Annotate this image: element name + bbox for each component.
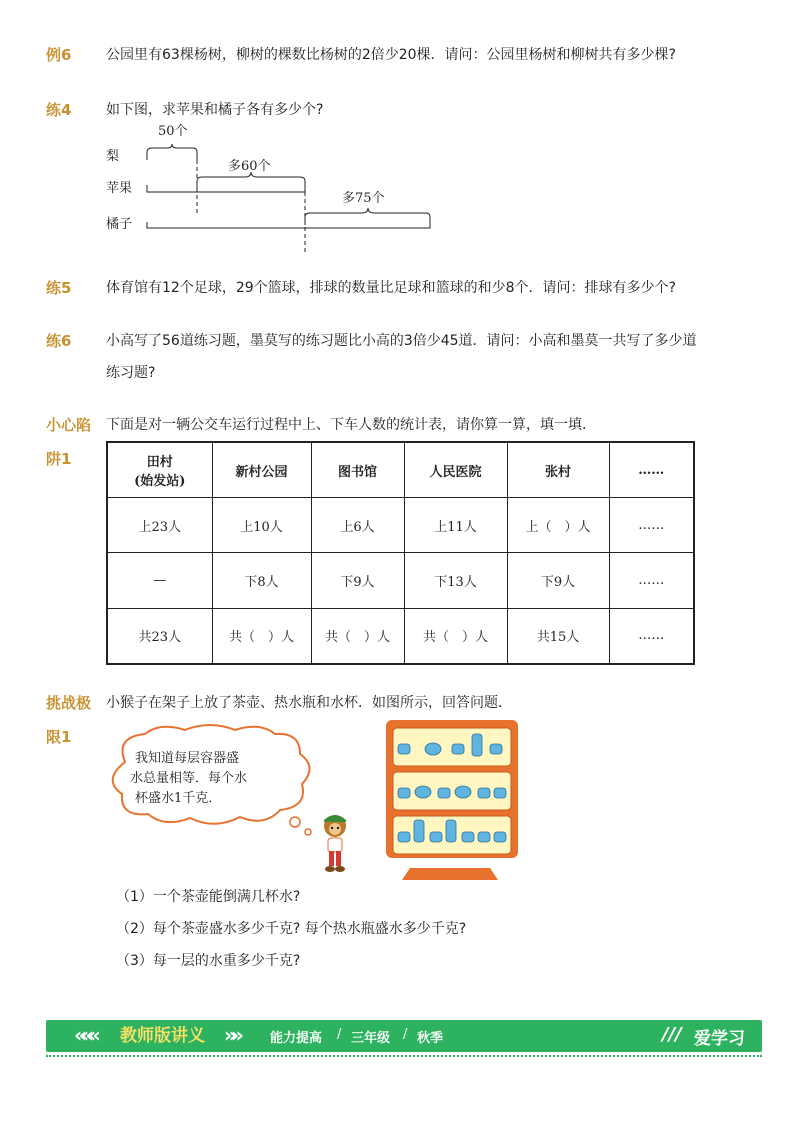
bubble-line-2: 水总量相等．每个水 bbox=[130, 771, 248, 786]
chevron-right-icon: »» bbox=[224, 1023, 238, 1047]
table-cell: …… bbox=[609, 553, 694, 608]
table-cell: …… bbox=[609, 608, 694, 664]
trap-label-line1: 小心陷 bbox=[46, 416, 92, 434]
table-cell: 下13人 bbox=[404, 553, 507, 608]
orange-brace bbox=[305, 208, 430, 225]
trap-label-line2: 阱1 bbox=[46, 450, 72, 468]
table-cell-blank[interactable]: 共（ ）人 bbox=[404, 608, 507, 664]
orange-line bbox=[147, 222, 430, 228]
brace-label-75: 多75个 bbox=[342, 191, 385, 206]
example-text: 公园里有63棵杨树，柳树的棵数比杨树的2倍少20棵．请问：公园里杨树和柳树共有多少棵? bbox=[106, 47, 676, 63]
table-cell: 上23人 bbox=[107, 498, 212, 553]
diagram-label-apple: 苹果 bbox=[106, 181, 133, 196]
footer-course: 能力提高 bbox=[270, 1031, 323, 1046]
footer-season: 秋季 bbox=[417, 1031, 444, 1046]
diagram-label-orange: 橘子 bbox=[106, 217, 133, 232]
monkey-illustration bbox=[315, 812, 355, 877]
line-segment-diagram bbox=[100, 115, 450, 260]
shelf-illustration bbox=[380, 718, 520, 888]
footer-separator: / bbox=[337, 1027, 342, 1042]
bubble-line-1: 我知道每层容器盛 bbox=[135, 751, 240, 766]
challenge-text: 小猴子在架子上放了茶壶、热水瓶和水杯．如图所示，回答问题． bbox=[106, 695, 512, 711]
exercise6-line1: 小高写了56道练习题，墨莫写的练习题比小高的3倍少45道．请问：小高和墨莫一共写了多少道 bbox=[106, 333, 697, 349]
table-cell: 上10人 bbox=[212, 498, 311, 553]
table-row bbox=[107, 608, 694, 664]
table-cell: 共15人 bbox=[507, 608, 609, 664]
table-cell-header: 新村公园 bbox=[212, 442, 311, 498]
table-cell: 下8人 bbox=[212, 553, 311, 608]
exercise4-label: 练4 bbox=[46, 101, 72, 119]
footer-bar bbox=[46, 1020, 762, 1052]
apple-brace bbox=[197, 172, 305, 188]
table-cell-header: 张村 bbox=[507, 442, 609, 498]
table-cell-header: 图书馆 bbox=[311, 442, 404, 498]
footer-dotted-line bbox=[46, 1055, 762, 1057]
table-cell: 下9人 bbox=[311, 553, 404, 608]
exercise6-line2: 练习题? bbox=[106, 365, 156, 381]
diagram-label-pear: 梨 bbox=[106, 149, 120, 164]
table-cell: — bbox=[107, 553, 212, 608]
table-cell: 上11人 bbox=[404, 498, 507, 553]
table-cell-header: 人民医院 bbox=[404, 442, 507, 498]
table-cell-blank[interactable]: 上（ ）人 bbox=[507, 498, 609, 553]
question-2: （2）每个茶壶盛水多少千克? 每个热水瓶盛水多少千克? bbox=[116, 921, 467, 937]
chevron-left-icon: ««« bbox=[74, 1023, 95, 1047]
table-cell: 共23人 bbox=[107, 608, 212, 664]
brace-label-60: 多60个 bbox=[228, 159, 271, 174]
table-cell-blank[interactable]: 共（ ）人 bbox=[212, 608, 311, 664]
apple-line bbox=[147, 185, 305, 192]
pear-brace bbox=[147, 144, 197, 160]
table-row bbox=[107, 553, 694, 608]
challenge-label-line1: 挑战极 bbox=[46, 694, 92, 712]
trap-text: 下面是对一辆公交车运行过程中上、下车人数的统计表，请你算一算，填一填． bbox=[106, 417, 596, 433]
example-label: 例6 bbox=[46, 46, 72, 64]
exercise4-text: 如下图，求苹果和橘子各有多少个? bbox=[106, 102, 324, 118]
brand-logo-icon: /// bbox=[662, 1024, 682, 1045]
table-cell-header: …… bbox=[609, 442, 694, 498]
footer-grade: 三年级 bbox=[351, 1031, 391, 1046]
table-row bbox=[107, 498, 694, 553]
footer-separator: / bbox=[403, 1027, 408, 1042]
challenge-label-line2: 限1 bbox=[46, 728, 72, 746]
exercise6-label: 练6 bbox=[46, 332, 72, 350]
exercise5-label: 练5 bbox=[46, 279, 72, 297]
table-cell: 下9人 bbox=[507, 553, 609, 608]
question-1: （1）一个茶壶能倒满几杯水? bbox=[116, 889, 301, 905]
table-cell: 上6人 bbox=[311, 498, 404, 553]
table-cell: …… bbox=[609, 498, 694, 553]
bubble-line-3: 杯盛水1千克． bbox=[135, 791, 222, 806]
bus-statistics-table bbox=[106, 441, 695, 665]
table-row bbox=[107, 442, 694, 498]
table-cell-header: 田村 (始发站) bbox=[107, 442, 212, 498]
brand-name: 爱学习 bbox=[694, 1029, 745, 1049]
brace-label-50: 50个 bbox=[158, 124, 188, 139]
question-3: （3）每一层的水重多少千克? bbox=[116, 953, 301, 969]
speech-bubble bbox=[100, 722, 330, 842]
table-cell-blank[interactable]: 共（ ）人 bbox=[311, 608, 404, 664]
footer-title: 教师版讲义 bbox=[120, 1026, 205, 1046]
exercise5-text: 体育馆有12个足球，29个篮球，排球的数量比足球和篮球的和少8个．请问：排球有多少个? bbox=[106, 280, 676, 296]
